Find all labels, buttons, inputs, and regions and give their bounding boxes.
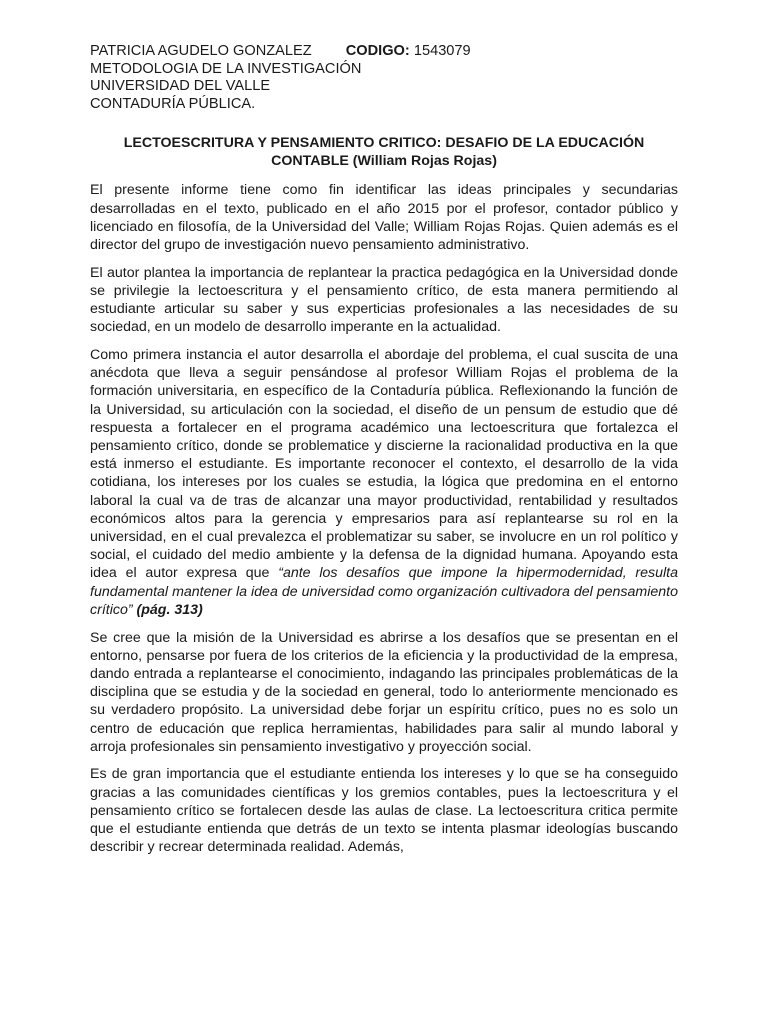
course-line: METODOLOGIA DE LA INVESTIGACIÓN xyxy=(90,60,362,77)
document-header xyxy=(90,43,678,113)
university-line: UNIVERSIDAD DEL VALLE xyxy=(90,78,271,95)
paragraph-2: El autor plantea la importancia de replantear la practica pedagógica en la Universidad donde se privilegie la lectoescritura y el pensamiento crítico, de esta manera permitiendo al estudiante articular su saber y sus experticias profesionales a las necesidades de su sociedad, en un modelo de desarrollo imperante en la actualidad. xyxy=(90,264,678,336)
paragraph-3 xyxy=(90,346,678,619)
codigo-label: CODIGO: xyxy=(345,43,410,59)
codigo-value: 1543079 xyxy=(413,43,471,59)
author-name: PATRICIA AGUDELO GONZALEZ xyxy=(90,43,312,59)
paragraph-3-citation: (pág. 313) xyxy=(136,601,203,618)
document-title: LECTOESCRITURA Y PENSAMIENTO CRITICO: DESAFIO DE LA EDUCACIÓN CONTABLE (William Rojas Rojas) xyxy=(123,135,645,170)
paragraph-3-quote: “ante los desafíos que impone la hipermodernidad, resulta fundamental mantener la idea de universidad como organización cultivadora del pensamiento crítico” xyxy=(90,565,678,618)
paragraph-4: Se cree que la misión de la Universidad es abrirse a los desafíos que se presentan en el entorno, pensarse por fuera de los criterios de la eficiencia y la productividad de la empresa, dando entrada a replantearse el conocimiento, indagando las principales problemáticas de la disciplina que se estudia y de la sociedad en general, todo lo anteriormente mencionado es su verdadero propósito. La universidad debe forjar un espíritu crítico, pues no es solo un centro de educación que replica herramientas, habilidades para salir al mundo laboral y arroja profesionales sin pensamiento investigativo y proyección social. xyxy=(90,629,678,755)
program-line: CONTADURÍA PÚBLICA. xyxy=(90,95,256,112)
paragraph-3-text: Como primera instancia el autor desarrolla el abordaje del problema, el cual suscita de una anécdota que lleva a seguir pensándose al profesor William Rojas el problema de la formación universitaria, en específico de la Contaduría pública. Reflexionando la función de la Universidad, su articulación con la sociedad, el diseño de un pensum de estudio que dé respuesta a fortalecer en el programa académico una lectoescritura que fortalezca el pensamiento crítico, donde se problematice y discierne la racionalidad productiva en la que está inmerso el estudiante. Es importante reconocer el contexto, el desarrollo de la vida cotidiana, los intereses por los cuales se estudia, la lógica que predomina en el entorno laboral la cual va de tras de alcanzar una mayor productividad, rentabilidad y resultados económicos altos para la gerencia y empresarios para así replantearse su rol en la universidad, en el cual prevalezca el problematizar su saber, se involucre en un rol político y social, el cuidado del medio ambiente y la defensa de la dignidad humana. Apoyando esta idea el autor expresa que xyxy=(90,347,678,582)
paragraph-5: Es de gran importancia que el estudiante entienda los intereses y lo que se ha conseguido gracias a las comunidades científicas y los gremios contables, pues la lectoescritura y el pensamiento crítico se fortalecen desde las aulas de clase. La lectoescritura critica permite que el estudiante entienda que detrás de un texto se intenta plasmar ideologías buscando describir y recrear determinada realidad. Además, xyxy=(90,766,678,856)
paragraph-1: El presente informe tiene como fin identificar las ideas principales y secundarias desarrolladas en el texto, publicado en el año 2015 por el profesor, contador público y licenciado en filosofía, de la Universidad del Valle; William Rojas Rojas. Quien además es el director del grupo de investigación nuevo pensamiento administrativo. xyxy=(90,182,678,253)
author-line xyxy=(90,43,678,61)
